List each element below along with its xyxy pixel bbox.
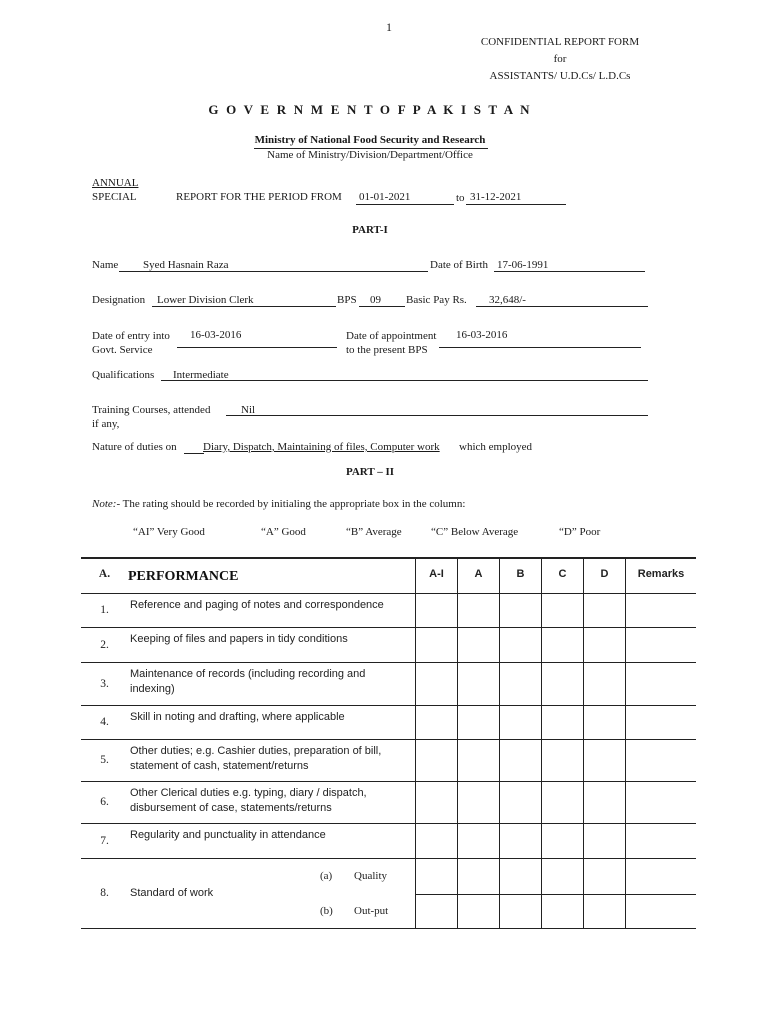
duties-value: Diary, Dispatch, Maintaining of files, Computer work bbox=[203, 441, 440, 453]
row-description: Other Clerical duties e.g. typing, diary / dispatch, disbursement of case, statements/returns bbox=[128, 781, 416, 823]
designation-line bbox=[152, 306, 336, 307]
rating-cell-ai[interactable] bbox=[416, 662, 458, 705]
rating-cell-a[interactable] bbox=[458, 627, 500, 662]
rating-cell-b[interactable] bbox=[500, 739, 542, 781]
rating-cell-d[interactable] bbox=[584, 894, 626, 928]
entry-date-value: 16-03-2016 bbox=[190, 329, 242, 341]
sub-tag-b: (b) bbox=[320, 904, 333, 917]
rating-cell-a[interactable] bbox=[458, 823, 500, 858]
rating-cell-ai[interactable] bbox=[416, 858, 458, 894]
section-letter: A. bbox=[81, 558, 128, 593]
rating-cell-d[interactable] bbox=[584, 739, 626, 781]
rating-cell-ai[interactable] bbox=[416, 705, 458, 739]
sub-row-quality bbox=[320, 858, 416, 894]
designation-value: Lower Division Clerk bbox=[157, 294, 254, 306]
training-label-1: Training Courses, attended bbox=[92, 404, 211, 416]
table-row bbox=[81, 662, 696, 705]
duties-label: Nature of duties on bbox=[92, 441, 177, 453]
row-number: 2. bbox=[81, 627, 128, 662]
rating-cell-ai[interactable] bbox=[416, 823, 458, 858]
table-row bbox=[81, 627, 696, 662]
entry-label-2: Govt. Service bbox=[92, 344, 153, 356]
rating-cell-ai[interactable] bbox=[416, 739, 458, 781]
part-2-title: PART – II bbox=[345, 466, 395, 478]
scale-ai: “AI” Very Good bbox=[133, 526, 205, 538]
sub-row-output bbox=[320, 894, 416, 928]
bps-value: 09 bbox=[370, 294, 381, 306]
duties-line bbox=[184, 453, 204, 454]
remarks-cell[interactable] bbox=[626, 781, 697, 823]
table-row bbox=[81, 823, 696, 858]
sub-label-quality: Quality bbox=[354, 870, 387, 883]
rating-cell-b[interactable] bbox=[500, 627, 542, 662]
appointment-date-line bbox=[439, 347, 641, 348]
period-from: 01-01-2021 bbox=[359, 191, 411, 203]
row-number: 3. bbox=[81, 662, 128, 705]
rating-cell-c[interactable] bbox=[542, 894, 584, 928]
table-row-8a bbox=[81, 858, 696, 894]
qualifications-value: Intermediate bbox=[173, 369, 229, 381]
scale-d: “D” Poor bbox=[559, 526, 601, 538]
period-label: REPORT FOR THE PERIOD FROM bbox=[176, 191, 342, 203]
row-description: Other duties; e.g. Cashier duties, preparation of bill, statement of cash, statement/returns bbox=[128, 739, 416, 781]
rating-cell-c[interactable] bbox=[542, 858, 584, 894]
training-label-2: if any, bbox=[92, 418, 120, 430]
remarks-cell[interactable] bbox=[626, 823, 697, 858]
bps-line bbox=[359, 306, 405, 307]
qualifications-label: Qualifications bbox=[92, 369, 155, 381]
rating-cell-c[interactable] bbox=[542, 781, 584, 823]
rating-cell-b[interactable] bbox=[500, 593, 542, 627]
scale-a: “A” Good bbox=[261, 526, 306, 538]
dob-value: 17-06-1991 bbox=[497, 259, 549, 271]
appointment-date-value: 16-03-2016 bbox=[456, 329, 508, 341]
rating-cell-a[interactable] bbox=[458, 781, 500, 823]
column-header-a: A bbox=[458, 558, 500, 593]
period-to: 31-12-2021 bbox=[470, 191, 522, 203]
rating-cell-c[interactable] bbox=[542, 627, 584, 662]
rating-cell-d[interactable] bbox=[584, 627, 626, 662]
scale-c: “C” Below Average bbox=[431, 526, 519, 538]
bps-label: BPS bbox=[337, 294, 357, 306]
row-description: Skill in noting and drafting, where applicable bbox=[128, 705, 416, 739]
part-1-title: PART-I bbox=[352, 224, 388, 236]
note-text: - The rating should be recorded by initialing the appropriate box in the column: bbox=[116, 498, 466, 510]
rating-cell-b[interactable] bbox=[500, 894, 542, 928]
table-row bbox=[81, 593, 696, 627]
column-header-b: B bbox=[500, 558, 542, 593]
ministry-caption: Name of Ministry/Division/Department/Office bbox=[267, 149, 473, 161]
rating-cell-c[interactable] bbox=[542, 739, 584, 781]
rating-cell-a[interactable] bbox=[458, 858, 500, 894]
column-header-ai: A-I bbox=[416, 558, 458, 593]
row-number: 8. bbox=[81, 858, 128, 928]
rating-cell-ai[interactable] bbox=[416, 894, 458, 928]
rating-cell-a[interactable] bbox=[458, 662, 500, 705]
rating-cell-d[interactable] bbox=[584, 823, 626, 858]
row-description: Keeping of files and papers in tidy conditions bbox=[128, 627, 416, 662]
entry-label-1: Date of entry into bbox=[92, 330, 170, 342]
rating-cell-b[interactable] bbox=[500, 705, 542, 739]
training-line bbox=[226, 415, 648, 416]
rating-cell-c[interactable] bbox=[542, 593, 584, 627]
basic-pay-label: Basic Pay Rs. bbox=[406, 294, 467, 306]
row-number: 6. bbox=[81, 781, 128, 823]
remarks-cell[interactable] bbox=[626, 705, 697, 739]
rating-note bbox=[92, 498, 465, 510]
rating-cell-b[interactable] bbox=[500, 662, 542, 705]
designation-label: Designation bbox=[92, 294, 146, 306]
qualifications-line bbox=[161, 380, 648, 381]
remarks-cell[interactable] bbox=[626, 662, 697, 705]
appointment-label-2: to the present BPS bbox=[346, 344, 428, 356]
period-to-label: to bbox=[456, 192, 465, 204]
row-number: 5. bbox=[81, 739, 128, 781]
rating-cell-a[interactable] bbox=[458, 705, 500, 739]
remarks-cell[interactable] bbox=[626, 739, 697, 781]
basic-pay-line bbox=[476, 306, 648, 307]
form-title-cadre: ASSISTANTS/ U.D.Cs/ L.D.Cs bbox=[489, 70, 631, 82]
note-prefix: Note: bbox=[92, 498, 117, 510]
rating-cell-d[interactable] bbox=[584, 858, 626, 894]
page-number: 1 bbox=[386, 20, 392, 34]
row-number: 7. bbox=[81, 823, 128, 858]
performance-table bbox=[81, 557, 696, 929]
remarks-cell[interactable] bbox=[626, 627, 697, 662]
row-number: 1. bbox=[81, 593, 128, 627]
annual-label: ANNUAL bbox=[92, 177, 139, 189]
entry-date-line bbox=[177, 347, 337, 348]
table-header-row bbox=[81, 558, 696, 593]
rating-cell-d[interactable] bbox=[584, 593, 626, 627]
period-from-line bbox=[356, 204, 454, 205]
row-description: Standard of work bbox=[128, 858, 320, 928]
sub-label-output: Out-put bbox=[354, 904, 389, 917]
training-value: Nil bbox=[241, 404, 256, 416]
period-to-line bbox=[466, 204, 566, 205]
rating-cell-c[interactable] bbox=[542, 823, 584, 858]
table-row bbox=[81, 739, 696, 781]
scale-b: “B” Average bbox=[346, 526, 402, 538]
remarks-cell[interactable] bbox=[626, 858, 697, 894]
name-line bbox=[119, 271, 428, 272]
rating-cell-a[interactable] bbox=[458, 739, 500, 781]
sub-tag-a: (a) bbox=[320, 870, 333, 883]
government-heading: G O V E R N M E N T O F P A K I S T A N bbox=[208, 102, 532, 117]
name-label: Name bbox=[92, 259, 119, 271]
rating-cell-c[interactable] bbox=[542, 705, 584, 739]
column-header-remarks: Remarks bbox=[626, 558, 697, 593]
rating-cell-a[interactable] bbox=[458, 894, 500, 928]
rating-cell-b[interactable] bbox=[500, 781, 542, 823]
duties-suffix: which employed bbox=[459, 441, 533, 453]
remarks-cell[interactable] bbox=[626, 593, 697, 627]
basic-pay-value: 32,648/- bbox=[489, 294, 526, 306]
rating-cell-d[interactable] bbox=[584, 781, 626, 823]
column-header-c: C bbox=[542, 558, 584, 593]
rating-cell-a[interactable] bbox=[458, 593, 500, 627]
row-description: Maintenance of records (including recording and indexing) bbox=[128, 662, 416, 705]
rating-cell-ai[interactable] bbox=[416, 627, 458, 662]
rating-cell-ai[interactable] bbox=[416, 781, 458, 823]
section-title: PERFORMANCE bbox=[128, 558, 416, 593]
row-description: Reference and paging of notes and correspondence bbox=[128, 593, 416, 627]
column-header-d: D bbox=[584, 558, 626, 593]
rating-cell-b[interactable] bbox=[500, 823, 542, 858]
form-title: CONFIDENTIAL REPORT FORM bbox=[480, 36, 640, 48]
rating-cell-d[interactable] bbox=[584, 662, 626, 705]
table-row bbox=[81, 781, 696, 823]
name-value: Syed Hasnain Raza bbox=[143, 259, 229, 271]
row-description: Regularity and punctuality in attendance bbox=[128, 823, 416, 858]
rating-cell-b[interactable] bbox=[500, 858, 542, 894]
form-title-for: for bbox=[553, 53, 567, 65]
ministry-name: Ministry of National Food Security and Research bbox=[254, 134, 486, 146]
table-row bbox=[81, 705, 696, 739]
dob-label: Date of Birth bbox=[430, 259, 489, 271]
remarks-cell[interactable] bbox=[626, 894, 697, 928]
rating-cell-c[interactable] bbox=[542, 662, 584, 705]
rating-cell-ai[interactable] bbox=[416, 593, 458, 627]
rating-cell-d[interactable] bbox=[584, 705, 626, 739]
appointment-label-1: Date of appointment bbox=[346, 330, 437, 342]
row-number: 4. bbox=[81, 705, 128, 739]
dob-line bbox=[494, 271, 645, 272]
special-label: SPECIAL bbox=[92, 191, 137, 203]
